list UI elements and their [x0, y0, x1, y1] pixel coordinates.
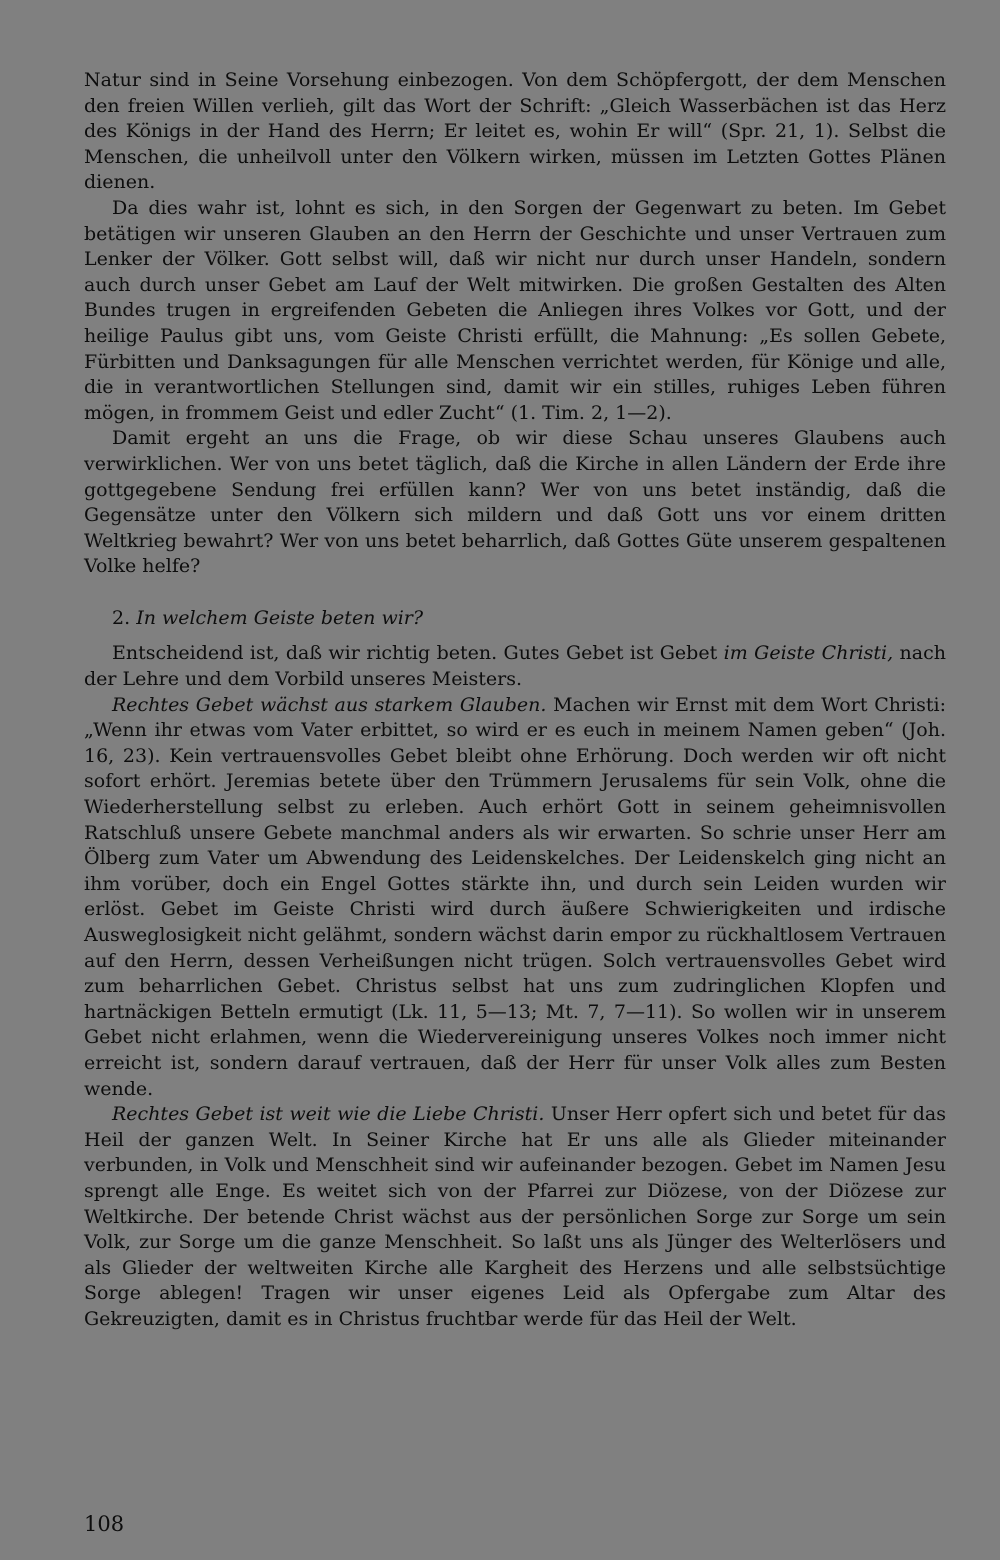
paragraph-2: Da dies wahr ist, lohnt es sich, in den Sorgen der Gegenwart zu beten. Im Gebet betätigen wir unseren Glauben an den Herrn der Geschichte und unser Vertrauen zum Lenker der Völker. Gott selbst will, daß wir nicht nur durch unser Handeln, sondern auch durch unser Gebet am Lauf der Welt mitwirken. Die großen Gestalten des Alten Bundes trugen in ergreifenden Gebeten die Anliegen ihres Volkes vor Gott, und der heilige Paulus gibt uns, vom Geiste Christi erfüllt, die Mahnung: „Es sollen Gebete, Fürbitten und Danksagungen für alle Menschen verrichtet werden, für Könige und alle, die in verantwortlichen Stellungen sind, damit wir ein stilles, ruhiges Leben führen mögen, in frommem Geist und edler Zucht“ (1. Tim. 2, 1—2).: [84, 196, 946, 424]
paragraph-5: [84, 693, 946, 1103]
paragraph-4: [84, 641, 946, 692]
paragraph-4-text-end: nach der Lehre und dem Vorbild unseres Meisters.: [84, 642, 946, 691]
paragraph-4-emphasis: im Geiste Christi,: [723, 642, 894, 665]
section-title: In welchem Geiste beten wir?: [136, 606, 424, 629]
page-number: 108: [84, 1512, 125, 1536]
section-heading: [84, 606, 946, 632]
paragraph-6-emphasis: Rechtes Gebet ist weit wie die Liebe Christi.: [112, 1103, 545, 1126]
page-body: [84, 68, 946, 1333]
paragraph-5-text-end: Machen wir Ernst mit dem Wort Christi: „Wenn ihr etwas vom Vater erbittet, so wird er es euch in meinem Namen geben“ (Joh. 16, 23). Kein vertrauensvolles Gebet bleibt ohne Erhörung. Doch werden wir oft nicht sofort erhört. Jeremias betete über den Trümmern Jerusalems für sein Volk, ohne die Wiederherstellung selbst zu erleben. Auch erhört Gott in seinem geheimnisvollen Ratschluß unsere Gebete manchmal anders als wir erwarten. So schrie unser Herr am Ölberg zum Vater um Abwendung des Leidenskelches. Der Leidenskelch ging nicht an ihm vorüber, doch ein Engel Gottes stärkte ihn, und durch sein Leiden wurden wir erlöst. Gebet im Geiste Christi wird durch äußere Schwierigkeiten und irdische Ausweglosigkeit nicht gelähmt, sondern wächst darin empor zu rückhaltlosem Vertrauen auf den Herrn, dessen Verheißungen nicht trügen. Solch vertrauensvolles Gebet wird zum beharrlichen Gebet. Christus selbst hat uns zum zudringlichen Klopfen und hartnäckigen Betteln ermutigt (Lk. 11, 5—13; Mt. 7, 7—11). So wollen wir in unserem Gebet nicht erlahmen, wenn die Wiedervereinigung unseres Volkes noch immer nicht erreicht ist, sondern darauf vertrauen, daß der Herr für unser Volk alles zum Besten wende.: [84, 693, 946, 1100]
paragraph-4-text: Entscheidend ist, daß wir richtig beten. Gutes Gebet ist Gebet: [112, 642, 724, 665]
paragraph-1: Natur sind in Seine Vorsehung einbezogen. Von dem Schöpfergott, der dem Menschen den freien Willen verlieh, gilt das Wort der Schrift: „Gleich Wasserbächen ist das Herz des Königs in der Hand des Herrn; Er leitet es, wohin Er will“ (Spr. 21, 1). Selbst die Menschen, die unheilvoll unter den Völkern wirken, müssen im Letzten Gottes Plänen dienen.: [84, 69, 946, 194]
paragraph-3: Damit ergeht an uns die Frage, ob wir diese Schau unseres Glaubens auch verwirklichen. Wer von uns betet täglich, daß die Kirche in allen Ländern der Erde ihre gottgegebene Sendung frei erfüllen kann? Wer von uns betet inständig, daß die Gegensätze unter den Völkern sich mildern und daß Gott uns vor einem dritten Weltkrieg bewahrt? Wer von uns betet beharrlich, daß Gottes Güte unserem gespaltenen Volke helfe?: [84, 427, 946, 578]
paragraph-5-emphasis: Rechtes Gebet wächst aus starkem Glauben.: [112, 693, 547, 716]
section-number: 2.: [112, 606, 131, 629]
paragraph-6-text-end: Unser Herr opfert sich und betet für das Heil der ganzen Welt. In Seiner Kirche hat Er uns alle als Glieder miteinander verbunden, in Volk und Menschheit sind wir aufeinander bezogen. Gebet im Namen Jesu sprengt alle Enge. Es weitet sich von der Pfarrei zur Diözese, von der Diözese zur Weltkirche. Der betende Christ wächst aus der persönlichen Sorge zur Sorge um sein Volk, zur Sorge um die ganze Menschheit. So laßt uns als Jünger des Welterlösers und als Glieder der weltweiten Kirche alle Kargheit des Herzens und alle selbstsüchtige Sorge ablegen! Tragen wir unser eigenes Leid als Opfergabe zum Altar des Gekreuzigten, damit es in Christus fruchtbar werde für das Heil der Welt.: [84, 1103, 946, 1330]
paragraph-6: [84, 1102, 946, 1332]
